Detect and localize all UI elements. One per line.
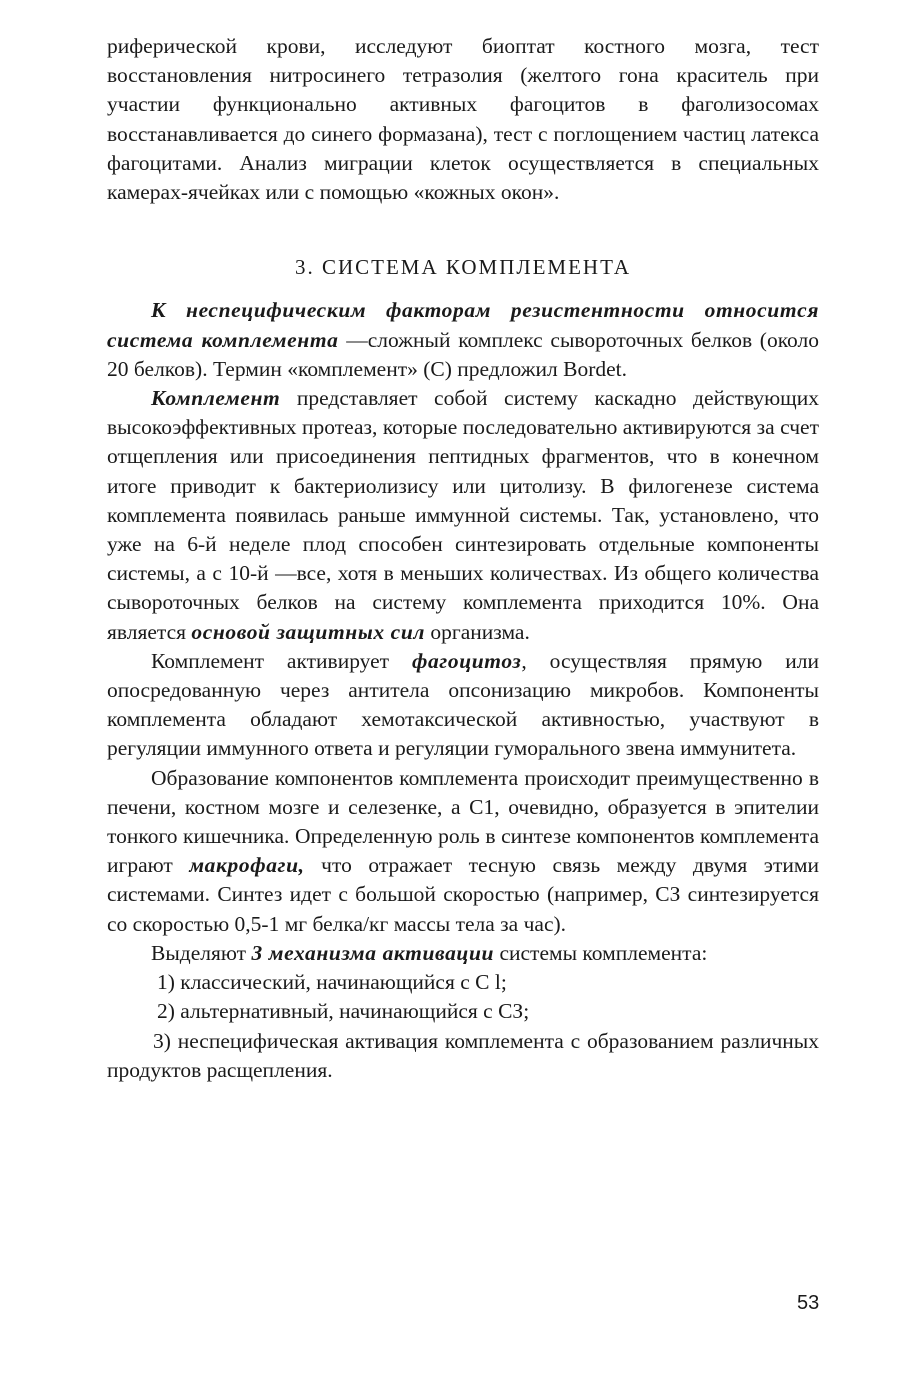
paragraph-complement-description [107,384,819,647]
paragraph-continued [107,32,819,207]
paragraph-text: Комплемент активирует [151,648,412,673]
paragraph-synthesis [107,764,819,939]
paragraph-text: , осуществляя прямую или опосредованную через антитела опсонизацию микробов. Компоненты комплемента обладают хемотаксической активностью, участвуют в регуляции иммунного ответа и регуляции гуморального звена иммунитета. [107,648,819,761]
paragraph-text: Образование компонентов комплемента происходит преимущественно в печени, костном мозге и селезенке, а С1, очевидно, образуется в эпителии тонкого кишечника. Определенную роль в синтезе компонентов комплемента играют [107,765,819,878]
paragraph-text: представляет собой систему каскадно действующих высокоэффективных протеаз, которые последовательно активируются за счет отщепления или присоединения пептидных фрагментов, что в конечном итоге приводит к бактериолизису или цитолизу. В филогенезе система комплемента появилась раньше иммунной системы. Так, установлено, что уже на 6-й неделе плод способен синтезировать отдельные компоненты системы, а с 10-й —все, хотя в меньших количествах. Из общего количества сывороточных белков на систему комплемента приходится 10%. Она является [107,386,819,644]
paragraph-text: системы комплемента: [494,940,708,965]
paragraph-text: что отражает тесную связь между двумя этими системами. Синтез идет с большой скоростью (например, СЗ синтезируется со скоростью 0,5-1 мг белка/кг массы тела за час). [107,853,819,936]
paragraph-complement-definition [107,296,819,384]
list-item: 1) классический, начинающийся с С l; [157,970,507,995]
list-item: 2) альтернативный, начинающийся с СЗ; [157,999,530,1024]
paragraph-phagocytosis [107,647,819,764]
emphasis-text: макрофаги, [189,853,305,878]
paragraph-text: —сложный комплекс сывороточных белков (около 20 белков). Термин «комплемент» (С) предложил Bordet. [107,327,820,381]
paragraph-text: Выделяют [151,940,252,965]
page-number: 53 [797,1292,820,1314]
emphasis-text: фагоцитоз [411,648,522,673]
emphasis-text: 3 механизма активации [251,940,495,965]
paragraph-activation-mechanisms [107,939,819,968]
paragraph-text: риферической крови, исследуют биоптат костного мозга, тест восстановления нитросинего тетразолия (желтого гона краситель при участии функционально активных фагоцитов в фаголизосомах восстанавливается до синего формазана), тест с поглощением частиц латекса фагоцитами. Анализ миграции клеток осуществляется в специальных камерах-ячейках или с помощью «кожных окон». [107,34,819,205]
emphasis-text: основой защитных сил [191,619,426,644]
emphasis-text: К неспецифическим факторам резистентности относится система комплемента [107,298,819,352]
section-heading: 3. СИСТЕМА КОМПЛЕМЕНТА [294,255,632,280]
emphasis-text: Комплемент [151,386,281,411]
list-item: 3) неспецифическая активация комплемента с образованием различных продуктов расщепления. [107,1028,819,1082]
page-body [107,32,819,1085]
paragraph-text: организма. [425,619,530,644]
